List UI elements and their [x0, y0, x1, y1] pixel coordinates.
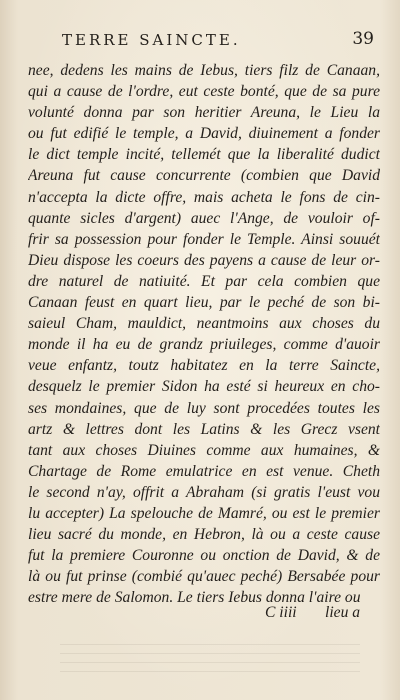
- text-line: Chartage de Rome emulatrice en est venue. Cheth: [28, 462, 380, 480]
- text-line: Dieu dispose les coeurs des payens a cause de leur or-: [28, 251, 380, 269]
- text-line: le dict temple incité, tellemét que la liberalité dudict: [28, 146, 380, 164]
- text-line: ses mondaines, que de luy sont procedées toutes les: [28, 399, 380, 417]
- text-line: quante sicles d'argent) auec l'Ange, de vouloir of-: [28, 209, 380, 227]
- text-line: Canaan feust en quart lieu, par le peché de son bi-: [28, 294, 380, 312]
- text-line: tant aux choses Diuines comme aux humaines, &: [28, 441, 380, 459]
- text-line: n'accepta la dicte offre, mais acheta le fons de cin-: [28, 188, 380, 206]
- text-line: ou fut edifié le temple, a David, diuinement a fonder: [28, 125, 380, 143]
- text-line: frir sa possession pour fonder le Temple. Ainsi souuét: [28, 230, 380, 248]
- text-line: là ou fut prinse (combié qu'auec peché) Bersabée pour: [28, 568, 380, 586]
- text-line: monde il ha eu de grandz priuileges, comme d'auoir: [28, 336, 380, 354]
- text-line: fut la premiere Couronne ou onction de David, & de: [28, 547, 380, 565]
- body-text: [28, 60, 380, 608]
- text-line: artz & lettres dont les Latins & les Grecz vsent: [28, 420, 380, 438]
- text-line: volunté donna par son heritier Areuna, le Lieu la: [28, 104, 380, 122]
- text-line: nee, dedens les mains de Iebus, tiers filz de Canaan,: [28, 62, 380, 79]
- text-line: lieu sacré du monde, en Hebron, là ou a ceste cause: [28, 526, 380, 544]
- page-header: [0, 31, 400, 53]
- page-number: 39: [352, 29, 374, 49]
- signature-mark: C iiii: [265, 604, 297, 621]
- text-line: veue enfantz, toutz habitatez en la terre Saincte,: [28, 357, 380, 375]
- text-line: dre naturel de natiuité. Et par cela combien que: [28, 272, 380, 290]
- running-title: TERRE SAINCTE.: [62, 31, 241, 49]
- text-line: desquelz le premier Sidon ha esté si heureux en cho-: [28, 378, 380, 396]
- page-footer: [0, 604, 400, 626]
- text-line: lu accepter) La spelouche de Mamré, ou est le premier: [28, 504, 380, 522]
- text-line: qui a cause de l'ordre, eut ceste bonté, que de sa pure: [28, 83, 380, 101]
- text-line: le second n'ay, offrit a Abraham (si gratis l'eust vou: [28, 483, 380, 501]
- show-through-texture: [60, 640, 360, 680]
- text-line: estre mere de Salomon. Le tiers Iebus donna l'aire ou: [28, 589, 361, 607]
- catchword: lieu a: [325, 604, 361, 621]
- text-line: Areuna fut cause concurrente (combien que David: [28, 167, 380, 185]
- text-line: saieul Cham, mauldict, neantmoins aux choses du: [28, 315, 380, 333]
